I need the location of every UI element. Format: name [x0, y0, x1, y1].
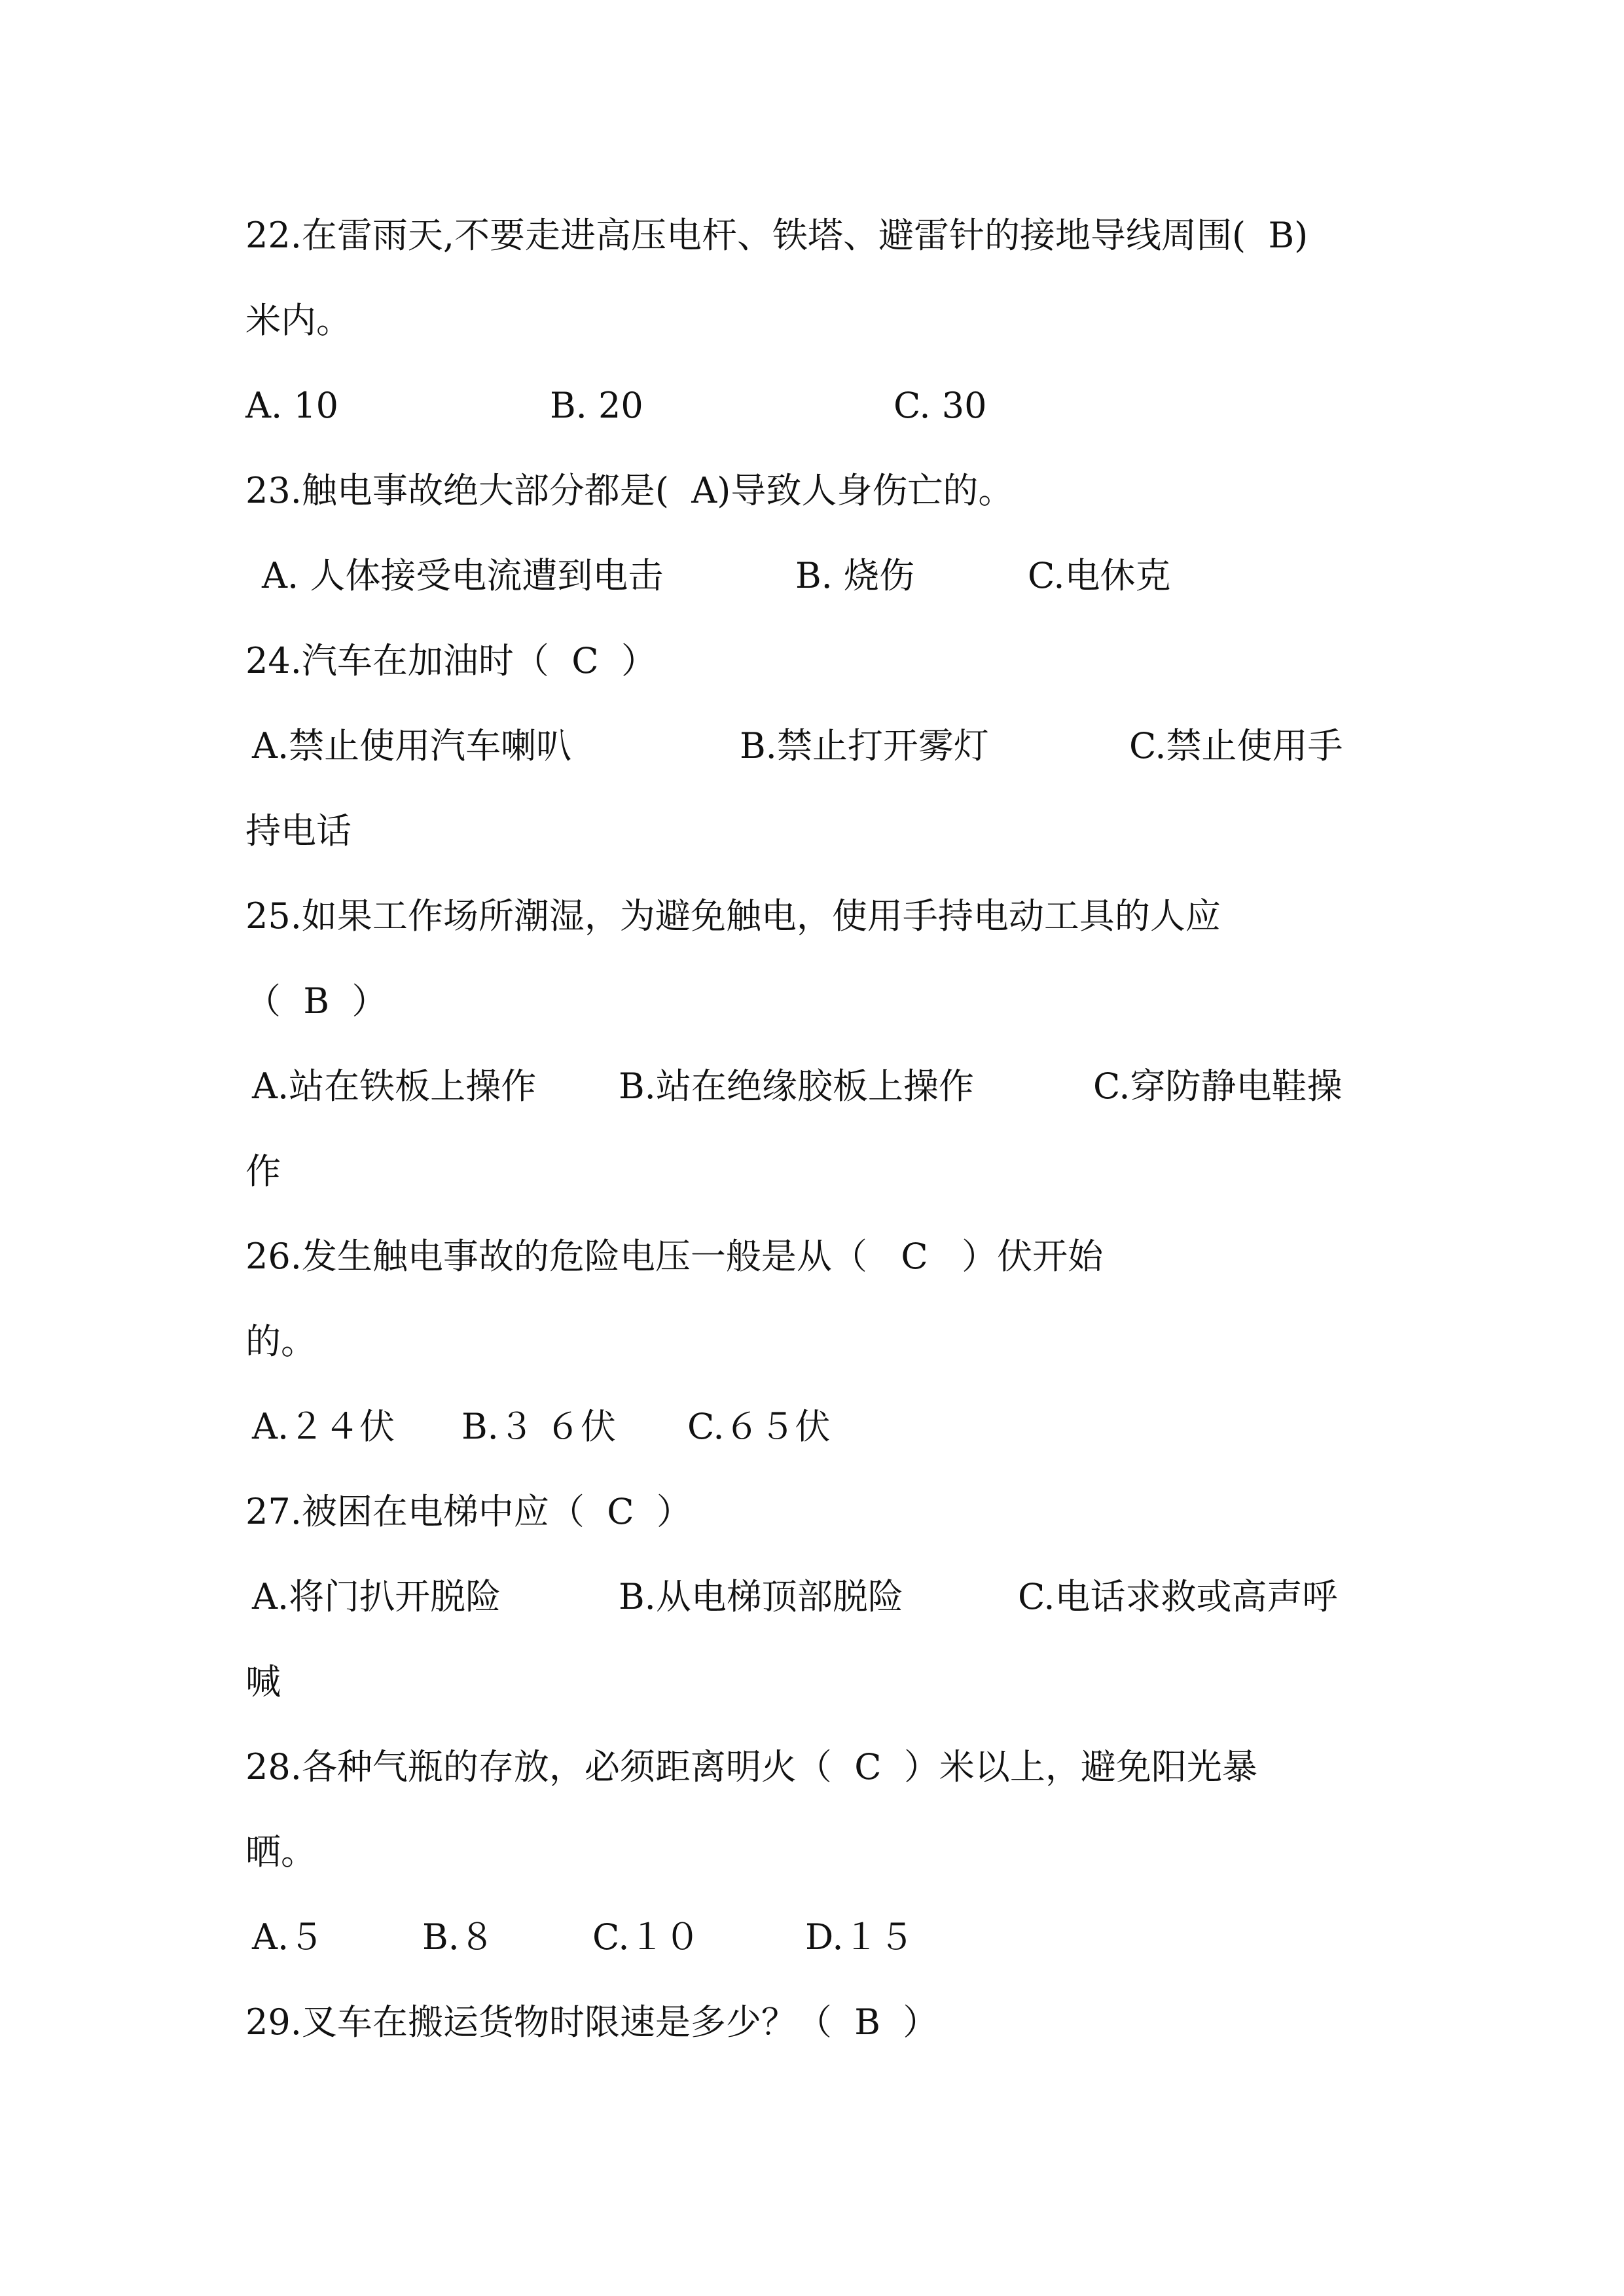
question-26-option-c: C.６５伏 [687, 1406, 831, 1447]
question-27-text: 27.被困在电梯中应（ C ） [245, 1491, 692, 1532]
question-23-text: 23.触电事故绝大部分都是( A)导致人身伤亡的。 [245, 470, 1014, 511]
question-25-option-c: C.穿防静电鞋操 [1093, 1066, 1343, 1107]
question-27-option-b: B.从电梯顶部脱险 [619, 1576, 903, 1617]
question-25-option-a: A.站在铁板上操作 [252, 1066, 537, 1107]
question-27-option-c: C.电话求救或高声呼 [1018, 1576, 1338, 1617]
question-25-answer: （ B ） [245, 980, 388, 1022]
question-29-text: 29.叉车在搬运货物时限速是多少？（ B ） [245, 2001, 939, 2043]
question-23-option-b: B. 烧伤 [795, 555, 915, 596]
question-28-text-cont: 晒。 [245, 1831, 316, 1873]
question-27-option-a: A.将门扒开脱险 [252, 1576, 501, 1617]
question-22-option-a: A. 10 [245, 385, 339, 426]
question-24-option-c-cont: 持电话 [245, 810, 352, 852]
question-28-option-a: A.５ [252, 1916, 325, 1958]
question-24-option-a: A.禁止使用汽车喇叭 [252, 725, 572, 766]
question-28-option-c: C.１０ [592, 1916, 700, 1958]
question-22-text-cont: 米内。 [245, 300, 352, 341]
question-25-text: 25.如果工作场所潮湿，为避免触电，使用手持电动工具的人应 [245, 895, 1221, 937]
question-24-text: 24.汽车在加油时（ C ） [245, 640, 657, 681]
question-26-option-a: A.２４伏 [252, 1406, 395, 1447]
question-28-text: 28.各种气瓶的存放，必须距离明火（ C ）米以上，避免阳光暴 [245, 1746, 1257, 1787]
question-23-option-c: C.电休克 [1028, 555, 1171, 596]
question-28-option-d: D.１５ [805, 1916, 914, 1958]
question-23-option-a: A. 人体接受电流遭到电击 [262, 555, 664, 596]
question-28-option-b: B.８ [422, 1916, 495, 1958]
question-22-option-c: C. 30 [893, 385, 987, 426]
question-22-option-b: B. 20 [550, 385, 643, 426]
question-26-option-b: B.３ ６伏 [461, 1406, 617, 1447]
question-27-option-c-cont: 喊 [245, 1661, 281, 1702]
question-24-option-c: C.禁止使用手 [1129, 725, 1343, 766]
question-26-text: 26.发生触电事故的危险电压一般是从（ C ）伏开始 [245, 1236, 1104, 1277]
question-22-text: 22.在雷雨天,不要走进高压电杆、铁塔、避雷针的接地导线周围( B) [245, 215, 1308, 256]
question-24-option-b: B.禁止打开雾灯 [740, 725, 989, 766]
question-25-option-c-cont: 作 [245, 1151, 281, 1192]
question-25-option-b: B.站在绝缘胶板上操作 [619, 1066, 974, 1107]
question-26-text-cont: 的。 [245, 1321, 316, 1362]
